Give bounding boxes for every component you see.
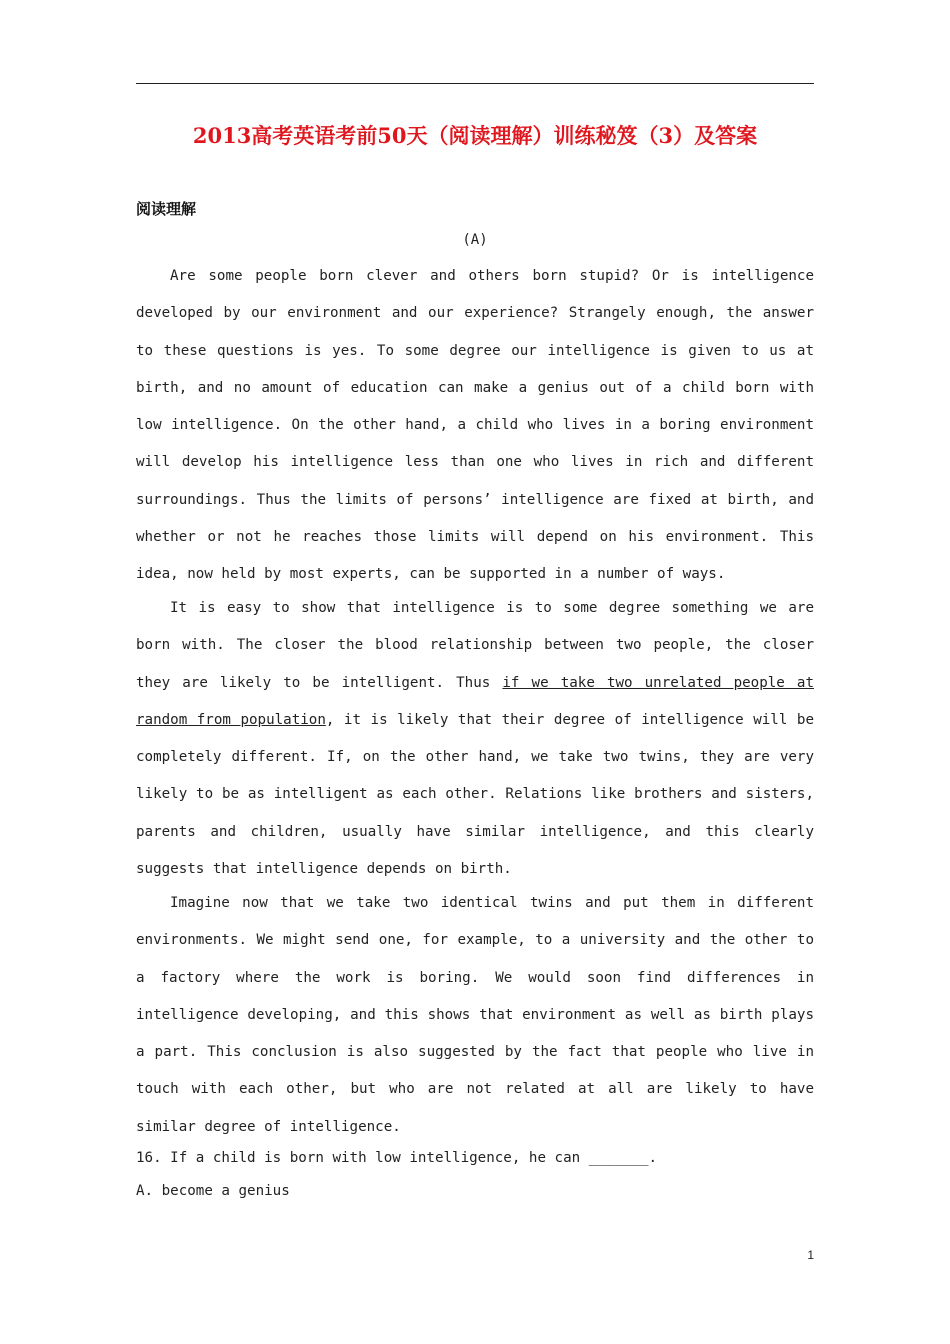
document-title: 2013高考英语考前50天（阅读理解）训练秘笈（3）及答案 — [192, 123, 758, 148]
section-heading: 阅读理解 — [136, 200, 197, 218]
header-rule — [136, 83, 814, 84]
paragraph-1: Are some people born clever and others born stupid? Or is intelligence developed by our environment and our experience? Strangely enough, the answer to these questions is yes. To some degree our intelligence is given to us at birth, and no amount of education can make a genius out of a child born with low intelligence. On the other hand, a child who lives in a boring environment will develop his intelligence less than one who lives in rich and different surroundings. Thus the limits of persons’ intelligence are fixed at birth, and whether or not he reaches those limits will depend on his environment. This idea, now held by most experts, can be supported in a number of ways. — [136, 268, 814, 583]
question-16: 16. If a child is born with low intelligence, he can _______. — [136, 1150, 658, 1166]
page-number: 1 — [807, 1248, 814, 1262]
underlined-phrase: if we take two unrelated people at random from population — [136, 674, 814, 728]
paragraph-2 — [136, 590, 814, 888]
paragraph-2-end: , it is likely that their degree of intelligence will be completely different. If, on the other hand, we take two twins, they are very likely to be as intelligent as each other. Relations like brothers and sisters, parents and children, usually have similar intelligence, and this clearly suggests that intelligence depends on birth. — [136, 711, 814, 878]
paragraph-3: Imagine now that we take two identical twins and put them in different environments. We might send one, for example, to a university and the other to a factory where the work is boring. We would soon find differences in intelligence developing, and this shows that environment as well as birth plays a part. This conclusion is also suggested by the fact that people who live in touch with each other, but who are not related at all are likely to have similar degree of intelligence. — [136, 895, 814, 1135]
option-a: A. become a genius — [136, 1183, 290, 1199]
paragraph-2-start: It is easy to show that intelligence is to some degree something we are born with. The closer the blood relationship between two people, the closer they are likely to be intelligent. Thus — [136, 600, 814, 691]
passage-label: (A) — [462, 232, 488, 248]
